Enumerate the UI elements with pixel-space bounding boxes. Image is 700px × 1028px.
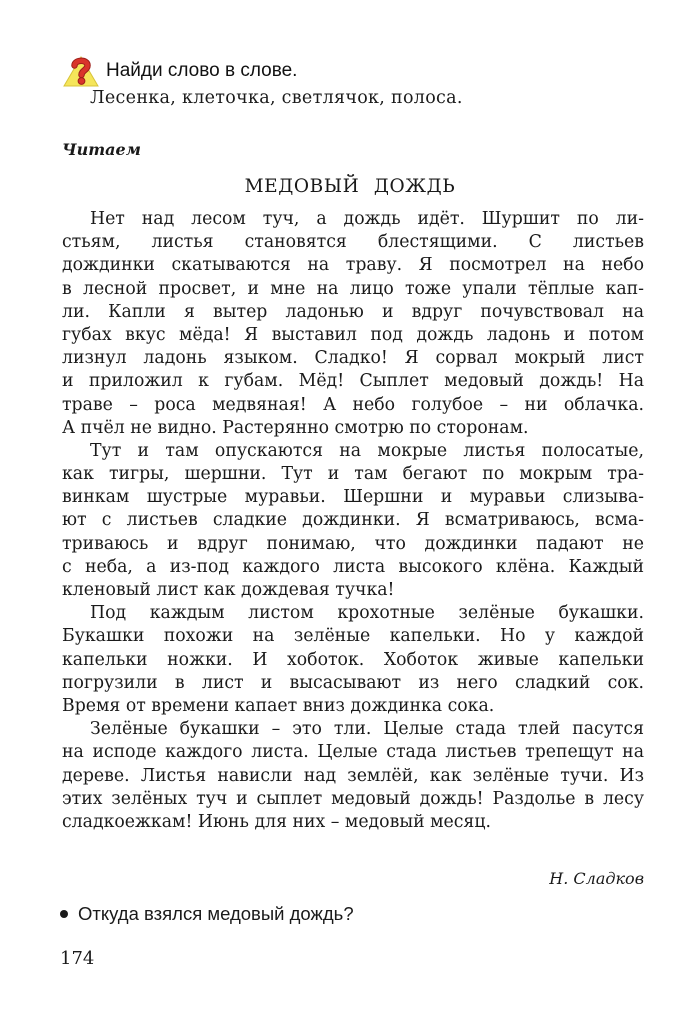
story-line: в лесной просвет, и мне на лицо тоже упали тёплые кап- (62, 278, 644, 299)
story-line: дождинки скатываются на траву. Я посмотрел на небо (62, 255, 644, 276)
story-line: винкам шустрые муравьи. Шершни и муравьи слизыва- (62, 487, 644, 508)
story-line: погрузили в лист и высасывают из него сладкий сок. (62, 672, 644, 693)
story-line: этих зелёных туч и сыплет медовый дождь! Раздолье в лесу (62, 788, 644, 809)
story-line: с неба, а из-под каждого листа высокого клёна. Каждый (62, 556, 644, 577)
story-line: кленовый лист как дождевая тучка! (62, 580, 395, 600)
story-line: Зелёные букашки – это тли. Целые стада тлей пасутся (90, 719, 644, 740)
story-line: Под каждым листом крохотные зелёные букашки. (90, 603, 644, 624)
page-number: 174 (60, 948, 95, 969)
task-instruction: Найди слово в слове. (106, 60, 298, 81)
story-line: ют с листьев сладкие дождинки. Я всматриваюсь, всма- (62, 510, 644, 531)
story-line: траве – роса медвяная! А небо голубое – ни облачка. (62, 394, 644, 415)
question-text: Откуда взялся медовый дождь? (78, 903, 354, 924)
question-triangle-icon (62, 54, 100, 88)
story-line: дереве. Листья нависли над землёй, как зелёные тучи. Из (62, 765, 644, 786)
task-words: Лесенка, клеточка, светлячок, полоса. (90, 88, 463, 108)
story-line: ли. Капли я вытер ладонью и вдруг почувствовал на (62, 301, 644, 322)
story-line: Нет над лесом туч, а дождь идёт. Шуршит по ли- (90, 209, 644, 229)
story-line: как тигры, шершни. Тут и там бегают по мокрым тра- (62, 464, 644, 485)
story-line: Время от времени капает вниз дождинка сока. (62, 695, 495, 716)
story-title: МЕДОВЫЙ ДОЖДЬ (244, 176, 456, 197)
story-line: капельки ножки. И хоботок. Хоботок живые капельки (62, 649, 644, 670)
story-line: А пчёл не видно. Растерянно смотрю по сторонам. (62, 417, 529, 438)
story-line: Букашки похожи на зелёные капельки. Но у каждой (62, 626, 644, 647)
story-line: триваюсь и вдруг понимаю, что дождинки падают не (62, 533, 644, 554)
question-item (60, 903, 354, 925)
story-line: сладкоежкам! Июнь для них – медовый месяц. (62, 811, 491, 832)
story-line: и приложил к губам. Мёд! Сыплет медовый дождь! На (62, 371, 644, 392)
story-line: губах вкус мёда! Я выставил под дождь ладонь и потом (62, 324, 644, 345)
task-block (62, 54, 297, 88)
section-label: Читаем (62, 140, 141, 159)
story-body (62, 208, 644, 834)
story-line: Тут и там опускаются на мокрые листья полосатые, (90, 440, 644, 461)
story-line: стьям, листья становятся блестящими. С листьев (62, 232, 644, 253)
story-author: Н. Сладков (549, 869, 644, 888)
story-line: на исподе каждого листа. Целые стада листьев трепещут на (62, 742, 644, 763)
story-line: лизнул ладонь языком. Сладко! Я сорвал мокрый лист (62, 348, 644, 369)
bullet-icon (60, 910, 68, 918)
